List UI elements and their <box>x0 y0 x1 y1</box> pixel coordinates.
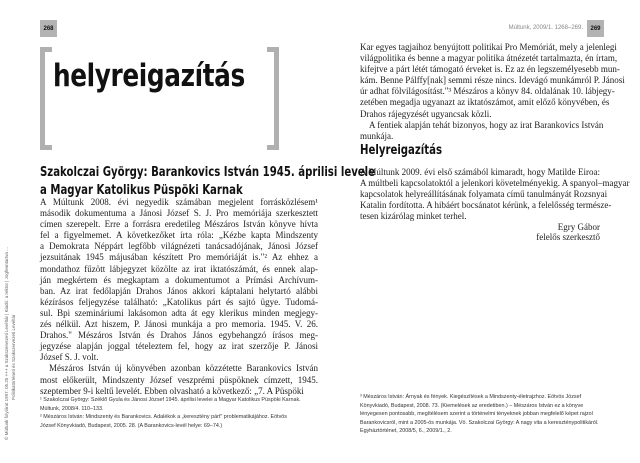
signature-role: felelős szerkesztő <box>536 232 600 242</box>
footnote: ² Mészáros István: Mindszenty és Barankovics. Adalékok a „keresztény párt" problematikájához. Eötvös József Könyvkiadó, Budapest, 2005. 28. (A Barankovics-levél helye: 69–74.) <box>40 414 287 429</box>
signature <box>480 222 600 242</box>
running-head: Múltunk, 2009/1. 1268–269. <box>508 25 583 31</box>
article-body-continued <box>360 42 625 142</box>
correction-body <box>360 167 630 222</box>
correction-heading: Helyreigazítás <box>360 143 443 158</box>
side-note-line: Politikatörténeti és Szakszervezeti Levéltár <box>11 314 16 400</box>
text-line: szeptember 9-i keltű levelét. Ebben olvasható a következő: „7. A Püspöki <box>40 385 304 396</box>
text-line: Drahos rájegyzését ugyancsak közli. <box>360 108 492 119</box>
text-line: kézírásos feljegyzése található: „Katolikus párt és sajtó ügye. Tudomá- <box>40 296 318 307</box>
section-title: helyreigazítás <box>53 58 245 94</box>
text-line: Mészáros István új könyvében azonban közzétette Barankovics István <box>49 363 318 374</box>
footnotes-left <box>40 396 302 430</box>
text-line: második dokumentuma a Jánosi József S. J. Pro memóriája szerkesztett <box>40 208 318 219</box>
text-line: A Múltunk 2008. évi negyedik számában megjelent forrásközlésem¹ <box>40 197 318 207</box>
page-number-right: 269 <box>587 20 604 37</box>
text-line: címen szerepelt. Erre a forrásra eredetileg Mészáros István könyve hívta <box>40 219 318 230</box>
article-heading-line: Szakolczai György: Barankovics István 1945. áprilisi levele <box>40 165 376 180</box>
text-line: mondathoz fűzött lábjegyzet közölte az irat iktatószámát, és ennek alap- <box>40 263 318 274</box>
text-line: jegyzése alapján joggal tételeztem fel, hogy az irat szerzője P. Jánosi <box>40 341 318 352</box>
footnotes-right <box>360 393 600 436</box>
text-line: József S. J. volt. <box>40 352 99 363</box>
left-bracket-decoration <box>40 47 45 150</box>
text-line: a Demokrata Néppárt legfőbb világnézeti tanácsadójának, Jánosi József <box>40 241 318 252</box>
text-line: fel a figyelmemet. A következőket írta róla: „Kézbe kapta Mindszenty <box>40 230 318 241</box>
text-line: zetében megadja ugyanazt az iktatószámot, amit előző könyvében, és <box>360 97 610 108</box>
text-line: most előkerült, Mindszenty József veszprémi püspöknek címzett, 1945. <box>40 374 318 385</box>
text-line: úr adhat fölvilágosítást."³ Mészáros a könyv 84. oldalának 10. lábjegy- <box>360 86 615 97</box>
right-bracket-decoration <box>274 47 279 150</box>
text-line: zés nélkül. Azt hiszem, P. Jánosi munkája a pro memoria. 1945. V. 26. <box>40 319 318 330</box>
text-line: kifejtve a párt létét támogató érveket is. Ez az én legszemélyesebb mun- <box>360 64 620 75</box>
text-line: A fentiek alapján tehát bizonyos, hogy az irat Barankovics István <box>369 119 604 130</box>
text-line: A múltbeli kapcsolatoktól a jelenkori követelményekig. A spanyol–magyar <box>360 178 630 189</box>
text-line: ján megkértem és megkaptam a dokumentumot a Prímási Archívum- <box>40 274 318 285</box>
page-number-left: 268 <box>40 20 57 37</box>
text-line: Drahos." Mészáros István és Drahos János egybehangzó írásos meg- <box>40 330 318 341</box>
text-line: tesen kizárólag minket terhel. <box>360 211 467 222</box>
article-heading-line: a Magyar Katolikus Püspöki Karnak <box>40 183 243 198</box>
text-line: Katalin fordította. A hibáért bocsánatot kérünk, a felelősség természe- <box>360 200 612 211</box>
footnote: ¹ Szakolczai György: Széklő Gyula és Jánosi József 1945. áprilisi levelei a Magyar Katolikus Püspöki Karnak. Múltunk, 2008/4. 110–133. <box>40 397 301 412</box>
footnote: ³ Mészáros István: Árnyak és fények. Kiegészítések a Mindszenty-életrajzhoz. Eötvös József Könyvkiadó, Budapest, 2008. 73. (Kiemelések az eredetiben.) – Mészáros István ez a könyve lényegesen pontosabb, megítélésem szerint a történelmi tényeknek jobban megfelelő képet rajzol Barankovicsról, mint a 2005-ös munkája. Vö. Szakolczai György: A nagy vita a kereszténypolitikáról. Egyháztörténet, 2008/5, 6., 2009/1., 2. <box>360 394 599 435</box>
text-line: ban. Az irat fedőlapján Drahos János akkori káptalani helytartó alábbi <box>40 285 318 296</box>
text-line: munkája. <box>360 130 394 141</box>
article-body <box>40 197 318 397</box>
text-line: jezsuitának 1945 májusában készített Pro memóriáját is."² Az ehhez a <box>40 252 318 263</box>
side-copyright-note <box>3 247 17 440</box>
text-line: Kar egyes tagjaihoz benyújtott politikai Pro Memóriát, mely a jelenlegi <box>360 42 617 52</box>
text-line: sul. Bpi szemináriumi lakásomon adta át egy klerikus minden megjegy- <box>40 307 318 318</box>
text-line: kám. Benne Pálffy[nak] semmi része nincs. Idevágó munkámról P. Jánosi <box>360 75 625 86</box>
text-line: kapcsolatok helyreállításának folyamata című tanulmányát Rozsnyai <box>360 189 608 200</box>
signature-name: Egry Gábor <box>557 222 600 232</box>
side-note-line: © Múltunk folyóirat 1997. 05.25 +++ a Szakszervezeti Levéltár | Kiadó: a rektor | Jogfenntartva ... <box>4 247 9 440</box>
text-line: A Múltunk 2009. évi első számából kimaradt, hogy Matilde Eiroa: <box>360 167 600 177</box>
text-line: világpolitika és benne a magyar politika átnézetét tartalmazta, én írtam, <box>360 53 618 64</box>
article-heading <box>40 164 375 200</box>
